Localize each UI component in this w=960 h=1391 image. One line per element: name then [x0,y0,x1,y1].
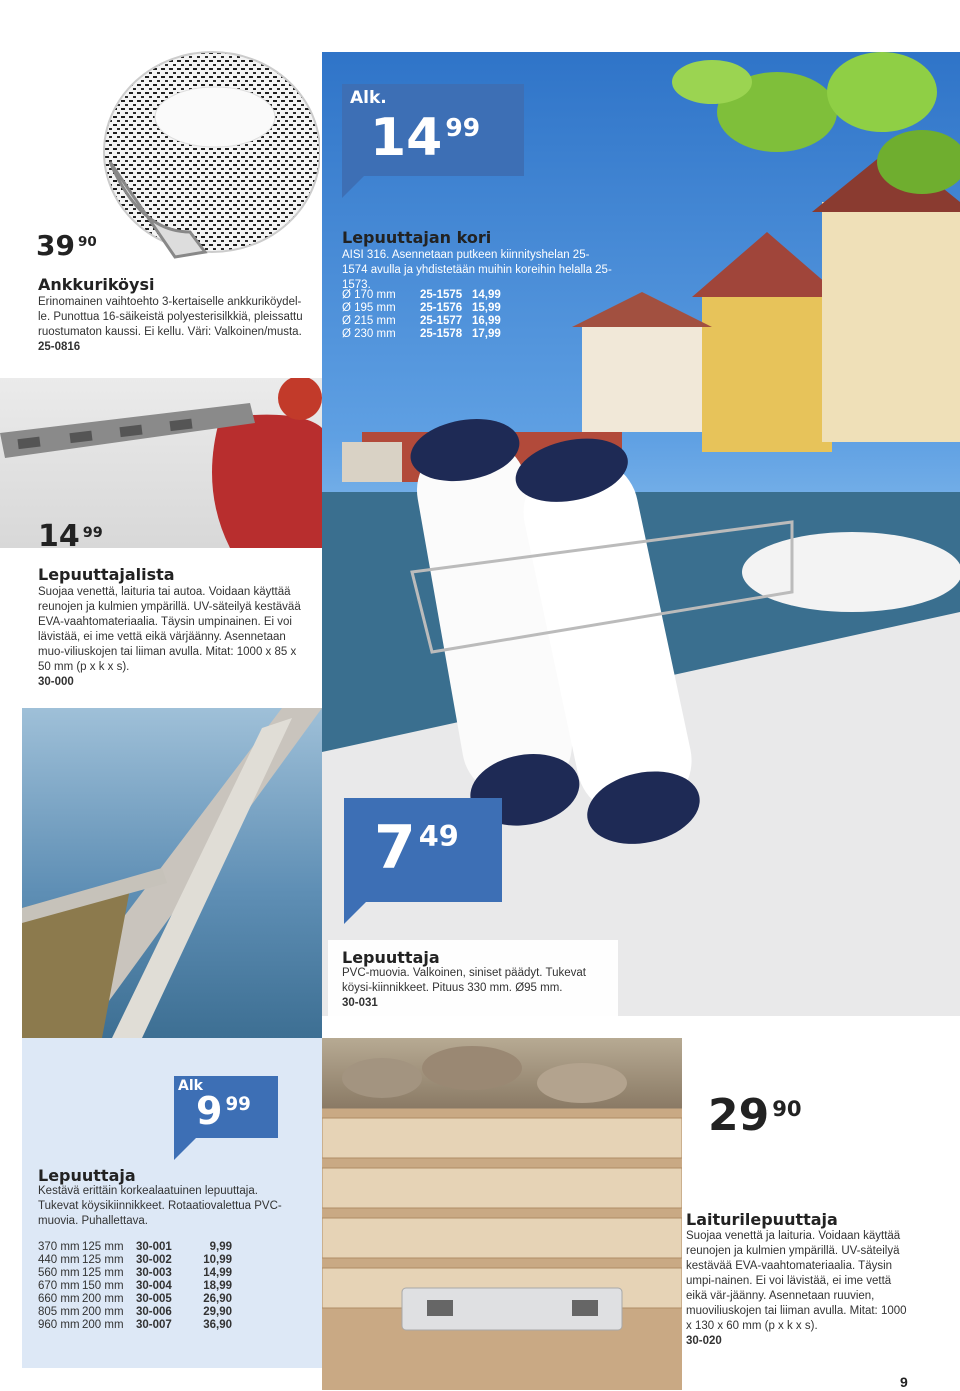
pvc-fender-description [342,966,602,1011]
table-cell: 36,90 [203,1319,232,1331]
table-cell: 670 mm [38,1280,80,1292]
table-cell: 15,99 [472,302,501,314]
table-cell: 30-007 [136,1319,172,1331]
fender-strip-price [38,519,103,554]
pvc-fender-title: Lepuuttaja [342,948,440,967]
table-cell: 200 mm [82,1306,124,1318]
table-cell: 29,90 [203,1306,232,1318]
price-cents: 49 [418,819,459,853]
price-main: 14 [38,519,80,554]
table-cell: 14,99 [472,289,501,301]
table-cell: 10,99 [203,1254,232,1266]
table-row [38,1280,232,1293]
description-text: Erinomainen vaihtoehto 3-kertaiselle ankkuriköydel-le. Punottua 16-säikeistä polyesterisilkkiä, pleissattu ruostumaton kaussi. Ei kellu. Väri: Valkoinen/musta. [38,296,303,338]
description-text: Suojaa venettä ja laituria. Voidaan käyttää reunojen ja kulmien ympärillä. UV-säteilyä kestävää EVA-vaahtomateriaalia. Täysin umpi-nainen. Ei voi lävistää, ei ime vettä eikä vär-jäänny. Asennetaan ruuvien, muoviliuskojen tai liiman avulla. Mitat: 1000 x 130 x 60 mm (p x k x s). [686,1230,907,1332]
table-row [38,1267,232,1280]
description-text: PVC-muovia. Valkoinen, siniset päädyt. Tukevat köysi-kiinnikkeet. Pituus 330 mm. Ø95 mm. [342,967,586,994]
table-cell: 370 mm [38,1241,80,1253]
table-cell: Ø 215 mm [342,315,396,327]
fender-basket-size-table [342,289,501,341]
fender-basket-price-tag [342,84,524,176]
table-cell: 25-1575 [420,289,463,301]
table-cell: 30-003 [136,1267,172,1279]
price-main: 29 [708,1090,770,1141]
table-cell: 18,99 [203,1280,232,1292]
table-cell: 25-1576 [420,302,463,314]
table-cell: 25-1578 [420,328,463,340]
table-cell: 30-004 [136,1280,172,1292]
table-row [342,289,501,302]
price-main: 14 [370,108,443,168]
tag-prefix: Alk [178,1078,203,1094]
table-cell: 150 mm [82,1280,124,1292]
price-cents: 99 [225,1094,251,1115]
table-row [38,1293,232,1306]
fender-strip-title: Lepuuttajalista [38,565,175,584]
table-cell: 440 mm [38,1254,80,1266]
tag-prefix: Alk. [350,88,387,108]
table-row [38,1306,232,1319]
price-cents: 90 [772,1096,802,1121]
pvc-fender-price [374,813,459,883]
product-code: 30-000 [38,676,74,688]
price-cents: 99 [82,525,103,541]
anchor-rope-title: Ankkuriköysi [38,275,155,294]
anchor-rope-photo [77,42,320,264]
table-cell: 660 mm [38,1293,80,1305]
dock-fender-price [708,1090,802,1141]
table-cell: 25-1577 [420,315,463,327]
fender-basket-title: Lepuuttajan kori [342,228,492,247]
table-cell: 30-002 [136,1254,172,1266]
pontoon-fender-photo [22,708,322,1038]
inflatable-fender-price-tag [174,1076,278,1138]
table-cell: 125 mm [82,1254,124,1266]
table-row [342,328,501,341]
table-cell: Ø 230 mm [342,328,396,340]
table-row [342,302,501,315]
table-cell: Ø 170 mm [342,289,396,301]
price-main: 7 [374,813,416,883]
inflatable-fender-description: Kestävä erittäin korkealaatuinen lepuuttaja. Tukevat köysikiinnikkeet. Rotaatiovalettua PVC-muovia. Puhallettava. [38,1185,282,1227]
inflatable-fender-price [196,1089,251,1133]
inflatable-fender-size-table [38,1241,232,1332]
dock-fender-title: Laiturilepuuttaja [686,1210,838,1229]
page-number: 9 [900,1374,908,1390]
table-cell: 30-006 [136,1306,172,1318]
table-cell: 805 mm [38,1306,80,1318]
table-cell: 17,99 [472,328,501,340]
table-row [342,315,501,328]
product-code: 30-031 [342,997,378,1009]
table-cell: 16,99 [472,315,501,327]
dock-fender-photo [322,1038,682,1390]
table-cell: 125 mm [82,1267,124,1279]
product-code: 30-020 [686,1335,722,1347]
dock-fender-description [686,1229,908,1349]
table-cell: 200 mm [82,1293,124,1305]
table-cell: 960 mm [38,1319,80,1331]
table-cell: 9,99 [209,1241,232,1253]
inflatable-fender-title: Lepuuttaja [38,1166,136,1185]
pvc-fender-price-tag [344,798,502,902]
anchor-rope-description [38,295,308,355]
fender-basket-description: AISI 316. Asennetaan putkeen kiinnityshelan 25-1574 avulla ja yhdistetään muihin koreihin helalla 25-1573. [342,249,612,291]
table-cell: 200 mm [82,1319,124,1331]
table-row [38,1319,232,1332]
fender-strip-description [38,585,308,690]
table-cell: 26,90 [203,1293,232,1305]
table-row [38,1241,232,1254]
fender-basket-price [370,108,481,168]
table-row [38,1254,232,1267]
table-cell: Ø 195 mm [342,302,396,314]
description-text: Suojaa venettä, laituria tai autoa. Voidaan käyttää reunojen ja kulmien ympärillä. UV-säteilyä kestävää EVA-vaahtomateriaalia. Täysin umpinainen. Ei voi lävistää, ei ime vettä eikä värjäänny. Asennetaan muo-viliuskojen tai liiman avulla. Mitat: 1000 x 85 x 50 mm (p x k x s). [38,586,301,673]
price-main: 39 [36,229,75,262]
table-cell: 30-001 [136,1241,172,1253]
anchor-rope-price [36,229,97,262]
price-main: 9 [196,1089,223,1133]
price-cents: 99 [445,113,481,142]
table-cell: 560 mm [38,1267,80,1279]
table-cell: 14,99 [203,1267,232,1279]
table-cell: 125 mm [82,1241,124,1253]
table-cell: 30-005 [136,1293,172,1305]
price-cents: 90 [77,235,97,250]
product-code: 25-0816 [38,341,81,353]
